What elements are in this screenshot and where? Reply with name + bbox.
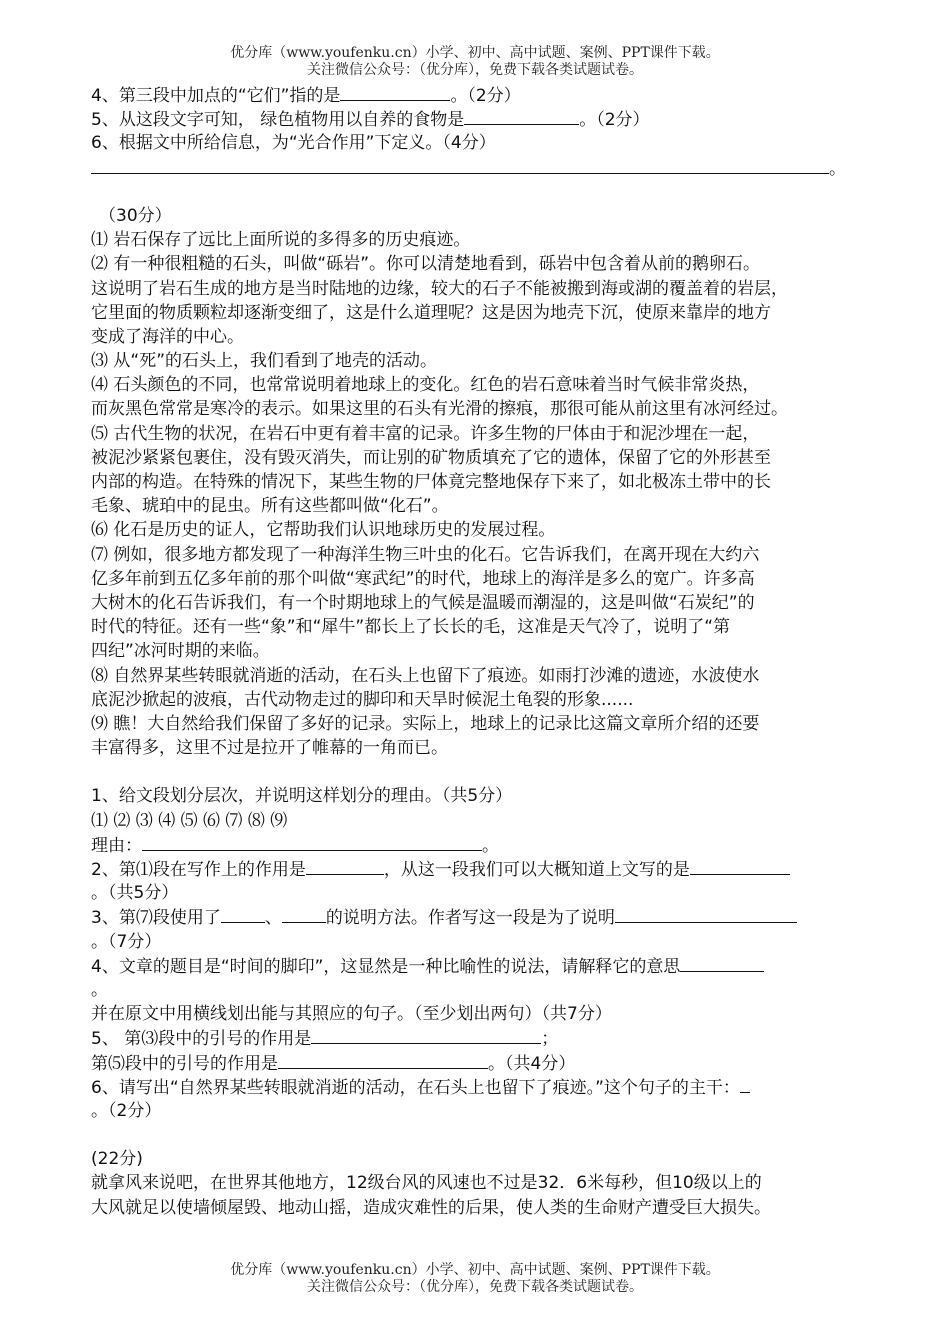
s2-question-1-paragraph-marks: ⑴ ⑵ ⑶ ⑷ ⑸ ⑹ ⑺ ⑻ ⑼ [91,810,288,831]
s2-score: （30分） [99,205,172,226]
passage-line: 而灰黑色常常是寒冷的表示。如果这里的石头有光滑的擦痕，那很可能从前这里有冰河经过。 [91,399,788,420]
passage-line: 大风就足以使墙倾屋毁、地动山摇，造成灾难性的后果，使人类的生命财产遭受巨大损失。 [91,1197,771,1218]
answer-blank[interactable] [740,1075,750,1093]
passage-line: 大树木的化石告诉我们，有一个时期地球上的气候是温暖而潮湿的，这是叫做“石炭纪”的 [91,592,755,613]
header-line-1: 优分库（www.youfenku.cn）小学、初中、高中试题、案例、PPT课件下载。 [230,45,720,61]
passage-line: 四纪”冰河时期的来临。 [91,641,270,662]
passage-line: 这说明了岩石生成的地方是当时陆地的边缘，较大的石子不能被搬到海或湖的覆盖着的岩层， [91,278,788,299]
s2-question-3: 3、第⑺段使用了 、 的说明方法。作者写这一段是为了说明 [91,905,871,929]
answer-blank[interactable] [91,156,829,174]
s2-question-4-cont: 并在原文中用横线划出能与其照应的句子。（至少划出两句）（共7分） [91,1004,612,1025]
passage-line: ⑻ 自然界某些转眼就消逝的活动，在石头上也留下了痕迹。如雨打沙滩的遗迹，水波使水 [91,665,760,686]
answer-blank[interactable] [221,905,265,923]
answer-blank[interactable] [615,905,797,923]
s1-question-5: 5、从这段文字可知， 绿色植物用以自养的食物是 。（2分） [91,107,871,131]
page-footer [0,1262,950,1296]
s1-question-6: 6、根据文中所给信息，为“光合作用”下定义。（4分） [91,133,496,154]
footer-line-1: 优分库（www.youfenku.cn）小学、初中、高中试题、案例、PPT课件下载。 [230,1262,720,1278]
passage-line: 时代的特征。还有一些“象”和“犀牛”都长上了长长的毛，这准是天气冷了，说明了“第 [91,617,731,638]
s2-passage [91,228,871,760]
passage-line: ⑵ 有一种很粗糙的石头，叫做“砾岩”。你可以清楚地看到，砾岩中包含着从前的鹅卵石。 [91,254,761,275]
answer-blank[interactable] [464,107,579,125]
s1-question-6-answer-line: 。 [91,156,871,180]
s2-question-2-cont: 。（共5分） [91,883,179,904]
s2-question-5: 5、 第⑶段中的引号的作用是 ； [91,1026,871,1050]
answer-blank[interactable] [311,1026,541,1044]
answer-blank[interactable] [690,857,790,875]
s3-passage [91,1171,871,1219]
s2-question-5-cont: 第⑸段中的引号的作用是 。（共4分） [91,1051,871,1075]
passage-line: 丰富得多，这里不过是拉开了帷幕的一角而已。 [91,738,448,759]
s2-question-2: 2、第⑴段在写作上的作用是 ，从这一段我们可以大概知道上文写的是 [91,857,871,881]
passage-line: 变成了海洋的中心。 [91,326,244,347]
passage-line: 亿多年前到五亿多年前的那个叫做“寒武纪”的时代，地球上的海洋是多么的宽广。许多高 [91,568,755,589]
passage-line: ⑴ 岩石保存了远比上面所说的多得多的历史痕迹。 [91,230,471,251]
passage-line: 就拿风来说吧，在世界其他地方，12级台风的风速也不过是32．6米每秒，但10级以上的 [91,1173,762,1194]
passage-line: ⑸ 古代生物的状况，在岩石中更有着丰富的记录。许多生物的尸体由于和泥沙埋在一起， [91,423,760,444]
passage-line: ⑷ 石头颜色的不同，也常常说明着地球上的变化。红色的岩石意味着当时气候非常炎热， [91,375,760,396]
answer-blank[interactable] [278,1051,488,1069]
passage-line: 它里面的物质颗粒却逐渐变细了，这是什么道理呢？这是因为地壳下沉，使原来靠岸的地方 [91,302,771,323]
footer-line-2: 关注微信公众号：（优分库），免费下载各类试题试卷。 [307,1279,643,1295]
s2-question-1-reason: 理由： 。 [91,833,871,857]
document-body [91,83,871,1220]
passage-line: 底泥沙掀起的波痕，古代动物走过的脚印和天旱时候泥土龟裂的形象...... [91,689,634,710]
header-line-2: 关注微信公众号：（优分库），免费下载各类试题试卷。 [307,62,643,78]
passage-line: ⑺ 例如，很多地方都发现了一种海洋生物三叶虫的化石。它告诉我们，在离开现在大约六 [91,544,760,565]
answer-blank[interactable] [306,857,384,875]
answer-blank[interactable] [282,905,326,923]
passage-line: 内部的构造。在特殊的情况下，某些生物的尸体竟完整地保存下来了，如北极冻土带中的长 [91,472,771,492]
answer-blank[interactable] [340,83,450,101]
s2-question-1: 1、给文段划分层次，并说明这样划分的理由。（共5分） [91,786,513,807]
answer-blank[interactable] [142,833,482,851]
s2-question-4: 4、文章的题目是“时间的脚印”，这显然是一种比喻性的说法，请解释它的意思 [91,954,871,978]
s2-question-6-cont: 。（2分） [91,1100,162,1121]
s2-question-4-end: 。 [91,979,108,1000]
answer-blank[interactable] [680,954,764,972]
passage-line: ⑼ 瞧！大自然给我们保留了多好的记录。实际上，地球上的记录比这篇文章所介绍的还要 [91,713,760,734]
passage-line: ⑹ 化石是历史的证人，它帮助我们认识地球历史的发展过程。 [91,520,556,541]
s2-questions [91,784,871,1123]
s2-question-6: 6、请写出“自然界某些转眼就消逝的活动，在石头上也留下了痕迹。”这个句子的主干： [91,1075,871,1099]
page-header [0,45,950,79]
s3-score: (22分) [91,1149,143,1170]
passage-line: ⑶ 从“死”的石头上，我们看到了地壳的活动。 [91,351,438,372]
passage-line: 被泥沙紧紧包裹住，没有毁灭消失，而让别的矿物质填充了它的遗体，保留了它的外形甚至 [91,447,771,468]
s1-question-4: 4、第三段中加点的“它们”指的是 。（2分） [91,83,871,107]
passage-line: 毛象、琥珀中的昆虫。所有这些都叫做“化石”。 [91,496,449,517]
s2-question-3-cont: 。（7分） [91,931,162,952]
